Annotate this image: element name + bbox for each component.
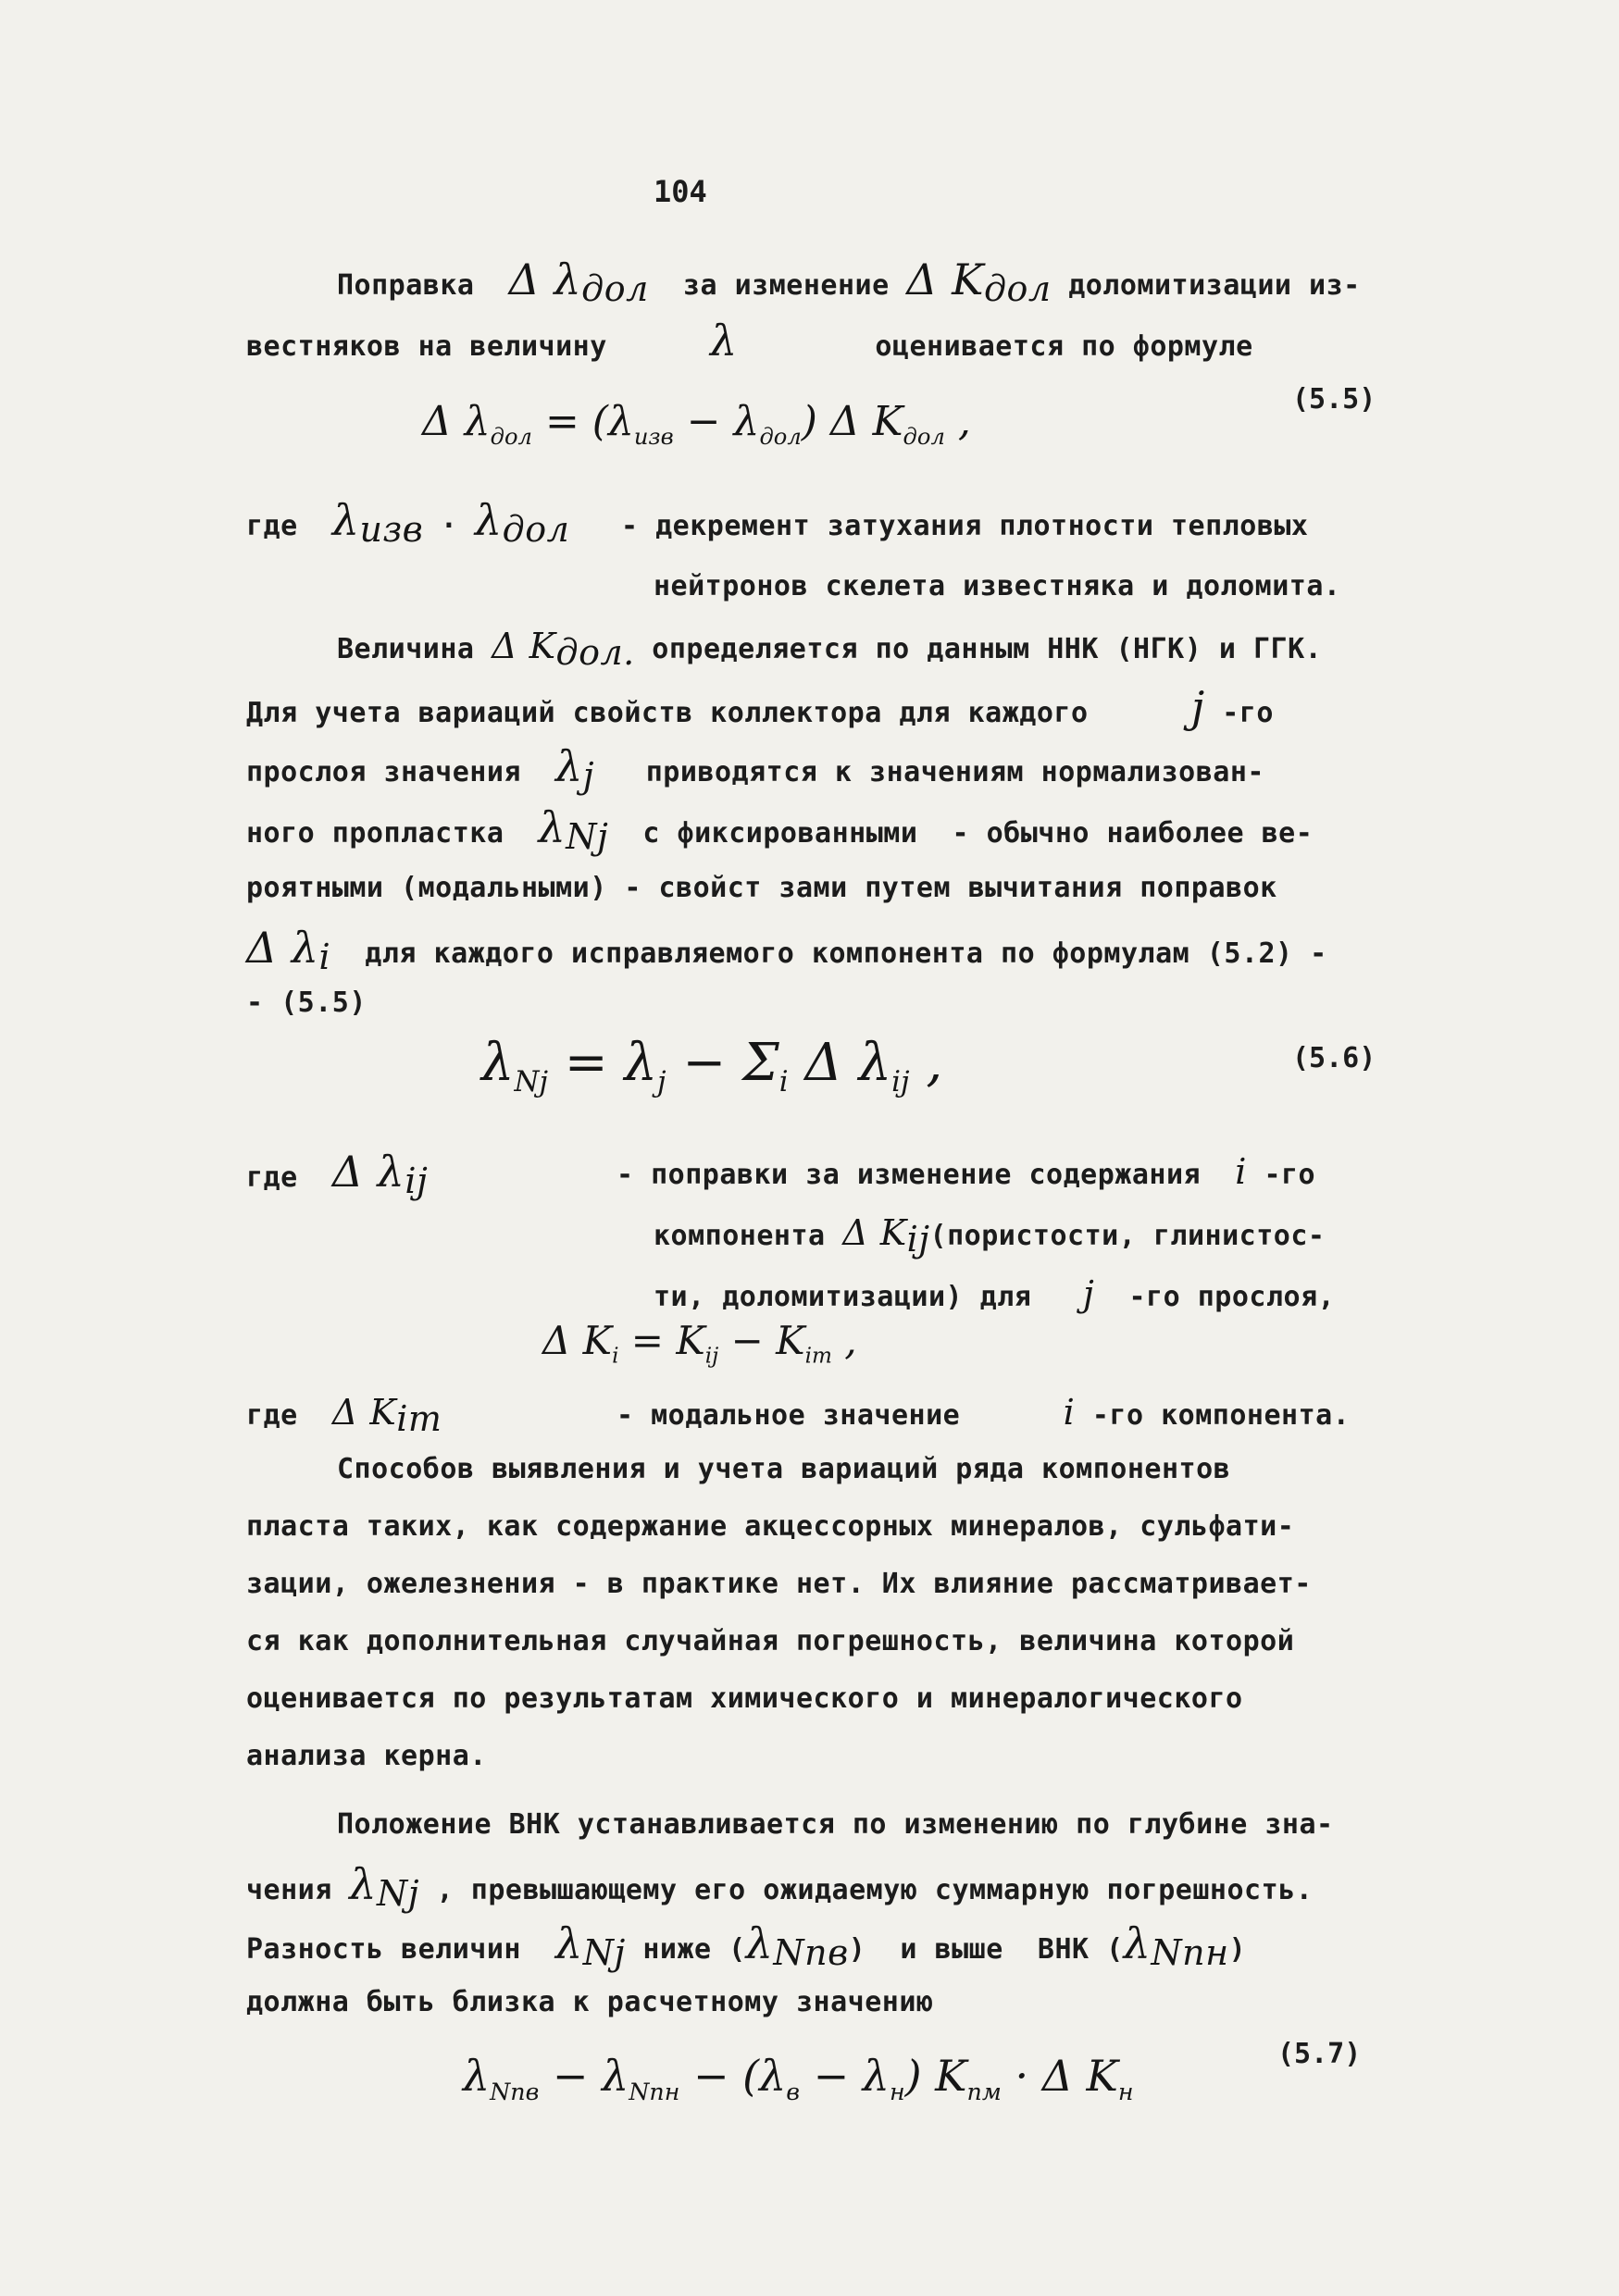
- p4-line4: должна быть близка к расчетному значению: [246, 1986, 934, 2018]
- p2-line1: Величина Δ $K_{дол.}$ определяется по данным ННК (НГК) и ГГК.: [337, 626, 1323, 673]
- where1-line1: где $\lambda_{изв} \cdot \lambda_{дол}$ - декремент затухания плотности тепловых: [246, 495, 1309, 550]
- equation-number-5-5: (5.5): [1292, 383, 1376, 416]
- p3-line1: Способов выявления и учета вариаций ряда компонентов: [337, 1453, 1231, 1485]
- p2-line6: Δ $\lambda_i$ для каждого исправляемого компонента по формулам (5.2) -: [246, 923, 1327, 977]
- where3-desc: - модальное значение i -го компонента.: [616, 1392, 1351, 1433]
- p4-line2: чения $\lambda_{Nj}$ , превышающему его ожидаемую суммарную погрешность.: [246, 1859, 1314, 1914]
- equation-5-6: $\lambda_{Nj} = \lambda_j - \Sigma_i$ Δ $\lambda_{ij}$ ,: [481, 1033, 943, 1099]
- p3-line3: зации, ожелезнения - в практике нет. Их влияние рассматривает-: [246, 1568, 1312, 1600]
- p2-line4: ного пропластка $\lambda_{Nj}$ с фиксированными - обычно наиболее ве-: [246, 802, 1314, 857]
- p3-line6: анализа керна.: [246, 1740, 487, 1772]
- p1-line1: Поправка Δ $\lambda_{дол}$ за изменение Δ $K_{дол}$ доломитизации из-: [337, 254, 1361, 309]
- where1-line2: нейтронов скелета известняка и доломита.: [654, 570, 1341, 602]
- equation-number-5-7: (5.7): [1277, 2038, 1362, 2070]
- p3-line4: ся как дополнительная случайная погрешность, величина которой: [246, 1625, 1295, 1657]
- equation-5-7: $\lambda_{Nпв} - \lambda_{Nпн} - (\lambda_в - \lambda_н) K_{пм} \cdot \Delta$ $K_н$: [463, 2051, 1134, 2106]
- where2-line1: где Δ $\lambda_{ij}$: [246, 1147, 429, 1201]
- p4-line1: Положение ВНК устанавливается по изменению по глубине зна-: [337, 1808, 1334, 1841]
- where2-desc2: компонента Δ $K_{ij}(пористости$, глинистос-: [654, 1212, 1326, 1260]
- p3-line2: пласта таких, как содержание акцессорных минералов, сульфати-: [246, 1510, 1295, 1543]
- equation-5-5: Δ $\lambda_{дол} = (\lambda_{изв} - \lambda_{дол})$ Δ $K_{дол}$ ,: [422, 398, 971, 450]
- page-number: 104: [654, 174, 707, 209]
- equation-delta-k: Δ $K_i = K_{ij} - K_{im}$ ,: [542, 1318, 857, 1369]
- where2-desc1: - поправки за изменение содержания i -го: [616, 1151, 1316, 1192]
- p2-line2: Для учета вариаций свойств коллектора для каждого j -го: [246, 682, 1274, 732]
- p4-line3: Разность величин $\lambda_{Nj}$ ниже $(\lambda_{Nпв})$ и выше ВНК $(\lambda_{Nпн})$: [246, 1918, 1247, 1973]
- equation-number-5-6: (5.6): [1292, 1042, 1376, 1074]
- p2-line7: - (5.5): [246, 987, 367, 1019]
- p1-line2: вестняков на величину λ оценивается по формуле: [246, 316, 1253, 366]
- p2-line3: прослоя значения $\lambda_j$ приводятся к значениям нормализован-: [246, 741, 1264, 796]
- where3-line: где Δ $K_{im}$: [246, 1392, 442, 1439]
- where2-desc3: ти, доломитизации) для j -го прослоя,: [654, 1273, 1336, 1314]
- p2-line5: роятными (модальными) - свойст зами путем вычитания поправок: [246, 872, 1277, 904]
- p3-line5: оценивается по результатам химического и минералогического: [246, 1682, 1243, 1715]
